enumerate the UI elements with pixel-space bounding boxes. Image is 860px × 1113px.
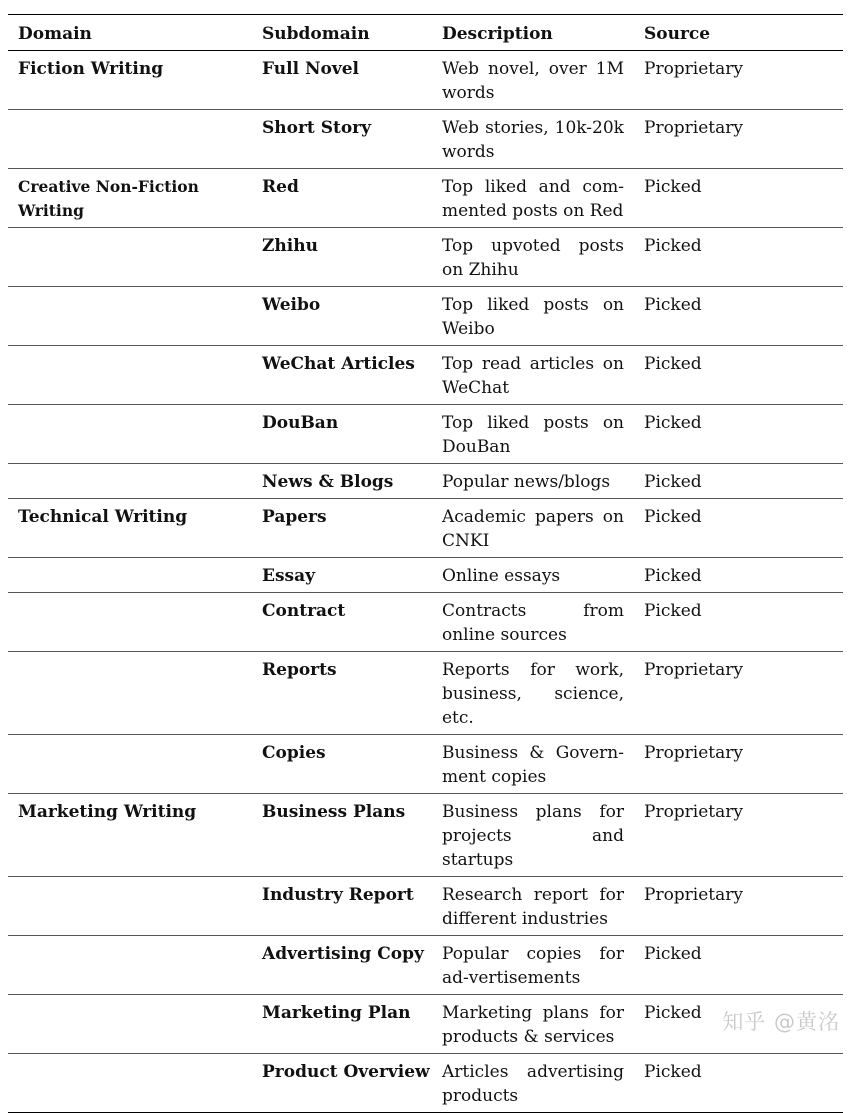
cell-source: Proprietary <box>644 652 843 735</box>
cell-subdomain: Contract <box>262 593 442 652</box>
header-domain: Domain <box>8 15 262 51</box>
cell-subdomain: Full Novel <box>262 51 442 110</box>
cell-domain <box>8 405 262 464</box>
cell-domain: Creative Non-Fiction Writing <box>8 169 262 228</box>
cell-description: Web stories, 10k-20k words <box>442 110 644 169</box>
cell-domain <box>8 287 262 346</box>
table-row <box>8 877 843 936</box>
cell-description: Popular copies for ad-vertisements <box>442 936 644 995</box>
table-row <box>8 228 843 287</box>
cell-subdomain: News & Blogs <box>262 464 442 499</box>
cell-source: Picked <box>644 1054 843 1113</box>
cell-domain <box>8 735 262 794</box>
cell-source: Picked <box>644 405 843 464</box>
cell-source: Picked <box>644 346 843 405</box>
cell-subdomain: Red <box>262 169 442 228</box>
cell-description: Top read articles on WeChat <box>442 346 644 405</box>
cell-domain <box>8 110 262 169</box>
cell-description: Business plans for projects and startups <box>442 794 644 877</box>
cell-source: Picked <box>644 169 843 228</box>
table-row <box>8 995 843 1054</box>
table-row <box>8 1054 843 1113</box>
cell-domain: Technical Writing <box>8 499 262 558</box>
cell-description: Web novel, over 1M words <box>442 51 644 110</box>
cell-subdomain: Reports <box>262 652 442 735</box>
table-row <box>8 287 843 346</box>
header-subdomain: Subdomain <box>262 15 442 51</box>
cell-domain <box>8 995 262 1054</box>
cell-source: Picked <box>644 499 843 558</box>
table-row <box>8 558 843 593</box>
table-row <box>8 346 843 405</box>
cell-domain <box>8 652 262 735</box>
cell-description: Research report for different industries <box>442 877 644 936</box>
cell-description: Marketing plans for products & services <box>442 995 644 1054</box>
table-row <box>8 169 843 228</box>
header-description: Description <box>442 15 644 51</box>
cell-domain <box>8 464 262 499</box>
cell-subdomain: Advertising Copy <box>262 936 442 995</box>
cell-subdomain: Business Plans <box>262 794 442 877</box>
cell-subdomain: Weibo <box>262 287 442 346</box>
cell-source: Picked <box>644 558 843 593</box>
cell-source: Picked <box>644 593 843 652</box>
cell-description: Business & Govern-ment copies <box>442 735 644 794</box>
cell-subdomain: Product Overview <box>262 1054 442 1113</box>
table-row <box>8 735 843 794</box>
cell-description: Reports for work, business, science, etc. <box>442 652 644 735</box>
cell-domain <box>8 346 262 405</box>
header-row <box>8 15 843 51</box>
cell-domain <box>8 558 262 593</box>
cell-description: Academic papers on CNKI <box>442 499 644 558</box>
cell-subdomain: DouBan <box>262 405 442 464</box>
cell-domain <box>8 1054 262 1113</box>
cell-subdomain: Marketing Plan <box>262 995 442 1054</box>
cell-description: Contracts from online sources <box>442 593 644 652</box>
watermark: 知乎 @黄洺 <box>722 1010 840 1034</box>
cell-source: Picked <box>644 995 843 1054</box>
cell-source: Proprietary <box>644 877 843 936</box>
cell-domain <box>8 877 262 936</box>
table-row <box>8 405 843 464</box>
cell-source: Proprietary <box>644 735 843 794</box>
table-header <box>8 15 843 51</box>
cell-source: Picked <box>644 228 843 287</box>
cell-subdomain: Zhihu <box>262 228 442 287</box>
cell-source: Proprietary <box>644 51 843 110</box>
data-table <box>8 14 843 1113</box>
header-source: Source <box>644 15 843 51</box>
cell-domain <box>8 936 262 995</box>
cell-subdomain: Papers <box>262 499 442 558</box>
cell-domain: Fiction Writing <box>8 51 262 110</box>
cell-subdomain: WeChat Articles <box>262 346 442 405</box>
cell-source: Picked <box>644 464 843 499</box>
cell-description: Online essays <box>442 558 644 593</box>
cell-source: Picked <box>644 936 843 995</box>
cell-source: Proprietary <box>644 794 843 877</box>
cell-subdomain: Short Story <box>262 110 442 169</box>
cell-subdomain: Industry Report <box>262 877 442 936</box>
table-row <box>8 464 843 499</box>
table-row <box>8 110 843 169</box>
table-row <box>8 499 843 558</box>
table-row <box>8 593 843 652</box>
cell-domain <box>8 228 262 287</box>
table-body <box>8 51 843 1113</box>
cell-description: Articles advertising products <box>442 1054 644 1113</box>
cell-domain <box>8 593 262 652</box>
cell-subdomain: Essay <box>262 558 442 593</box>
table-row <box>8 51 843 110</box>
cell-description: Top liked and com-mented posts on Red <box>442 169 644 228</box>
cell-description: Popular news/blogs <box>442 464 644 499</box>
cell-source: Picked <box>644 287 843 346</box>
table-row <box>8 794 843 877</box>
cell-domain: Marketing Writing <box>8 794 262 877</box>
cell-source: Proprietary <box>644 110 843 169</box>
table-row <box>8 652 843 735</box>
cell-description: Top upvoted posts on Zhihu <box>442 228 644 287</box>
cell-description: Top liked posts on DouBan <box>442 405 644 464</box>
table-row <box>8 936 843 995</box>
cell-subdomain: Copies <box>262 735 442 794</box>
cell-description: Top liked posts on Weibo <box>442 287 644 346</box>
